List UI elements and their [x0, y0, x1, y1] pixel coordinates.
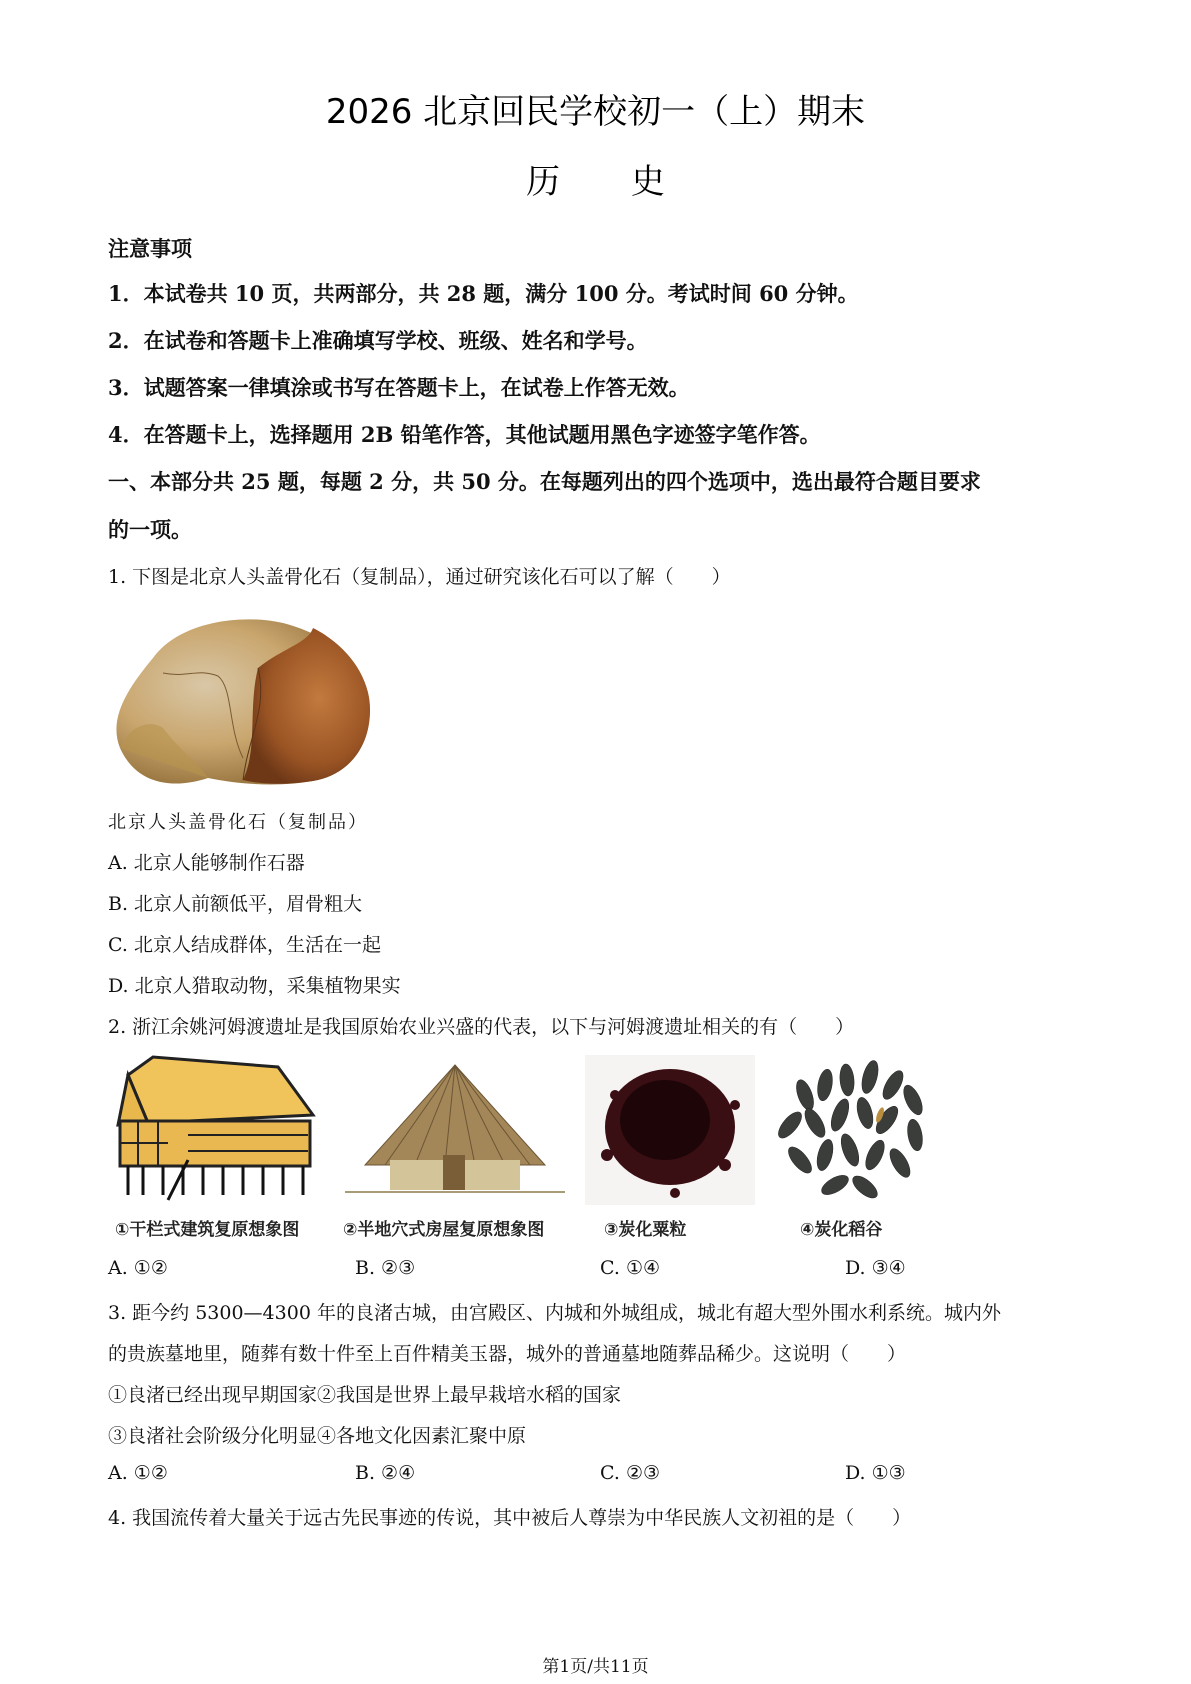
q3-option-b[interactable]: B. ②④ — [355, 1462, 416, 1484]
semi-subterranean-house-image — [345, 1060, 565, 1205]
q2-option-d[interactable]: D. ③④ — [845, 1257, 906, 1279]
figure-4-caption: ④炭化稻谷 — [800, 1220, 883, 1240]
q3-option-d[interactable]: D. ①③ — [845, 1462, 906, 1484]
question-4-stem: 4. 我国流传着大量关于远古先民事迹的传说，其中被后人尊崇为中华民族人文初祖的是（ ） — [108, 1507, 912, 1529]
notes-heading: 注意事项 — [108, 236, 192, 261]
q1-option-b[interactable]: B. 北京人前额低平，眉骨粗大 — [108, 893, 363, 915]
section-instructions-line1: 一、本部分共 25 题，每题 2 分，共 50 分。在每题列出的四个选项中，选出最符合题目要求 — [108, 469, 981, 494]
q2-option-c[interactable]: C. ①④ — [600, 1257, 661, 1279]
subject-title — [0, 160, 1191, 204]
note-item-3: 3．试题答案一律填涂或书写在答题卡上，在试卷上作答无效。 — [108, 375, 690, 400]
note-item-1: 1．本试卷共 10 页，共两部分，共 28 题，满分 100 分。考试时间 60 分钟。 — [108, 281, 859, 306]
q1-option-d[interactable]: D. 北京人猎取动物，采集植物果实 — [108, 975, 401, 997]
carbonized-rice-image — [765, 1055, 940, 1205]
section-instructions-line2: 的一项。 — [108, 517, 192, 542]
subject-char-1: 历 — [526, 162, 561, 202]
question-3-stem-line1: 3. 距今约 5300—4300 年的良渚古城，由宫殿区、内城和外城组成，城北有超大型外围水利系统。城内外 — [108, 1302, 1001, 1324]
question-3-stem-line2: 的贵族墓地里，随葬有数十件至上百件精美玉器，城外的普通墓地随葬品稀少。这说明（ ） — [108, 1343, 907, 1365]
q3-option-a[interactable]: A. ①② — [108, 1462, 168, 1484]
subject-char-2: 史 — [630, 162, 665, 202]
exam-title: 2026 北京回民学校初一（上）期末 — [325, 92, 866, 132]
q2-option-a[interactable]: A. ①② — [108, 1257, 168, 1279]
q1-option-a[interactable]: A. 北京人能够制作石器 — [108, 852, 305, 874]
note-item-4: 4．在答题卡上，选择题用 2B 铅笔作答，其他试题用黑色字迹签字笔作答。 — [108, 422, 821, 447]
skull-fossil-image — [108, 598, 378, 793]
skull-image-caption: 北京人头盖骨化石（复制品） — [108, 812, 368, 833]
stilt-house-image — [108, 1055, 328, 1205]
q2-option-b[interactable]: B. ②③ — [355, 1257, 416, 1279]
page-number: 第1页/共11页 — [542, 1657, 649, 1677]
note-item-2: 2．在试卷和答题卡上准确填写学校、班级、姓名和学号。 — [108, 328, 648, 353]
figure-3-caption: ③炭化粟粒 — [604, 1220, 687, 1240]
q3-option-c[interactable]: C. ②③ — [600, 1462, 661, 1484]
q1-option-c[interactable]: C. 北京人结成群体，生活在一起 — [108, 934, 381, 956]
question-3-statements-2: ③良渚社会阶级分化明显④各地文化因素汇聚中原 — [108, 1425, 527, 1447]
question-1-stem: 1. 下图是北京人头盖骨化石（复制品），通过研究该化石可以了解（ ） — [108, 566, 731, 588]
figure-2-caption: ②半地穴式房屋复原想象图 — [343, 1220, 545, 1240]
carbonized-millet-image — [585, 1055, 755, 1205]
question-2-stem: 2. 浙江余姚河姆渡遗址是我国原始农业兴盛的代表，以下与河姆渡遗址相关的有（ ） — [108, 1016, 855, 1038]
question-3-statements-1: ①良渚已经出现早期国家②我国是世界上最早栽培水稻的国家 — [108, 1384, 622, 1406]
figure-1-caption: ①干栏式建筑复原想象图 — [115, 1220, 300, 1240]
